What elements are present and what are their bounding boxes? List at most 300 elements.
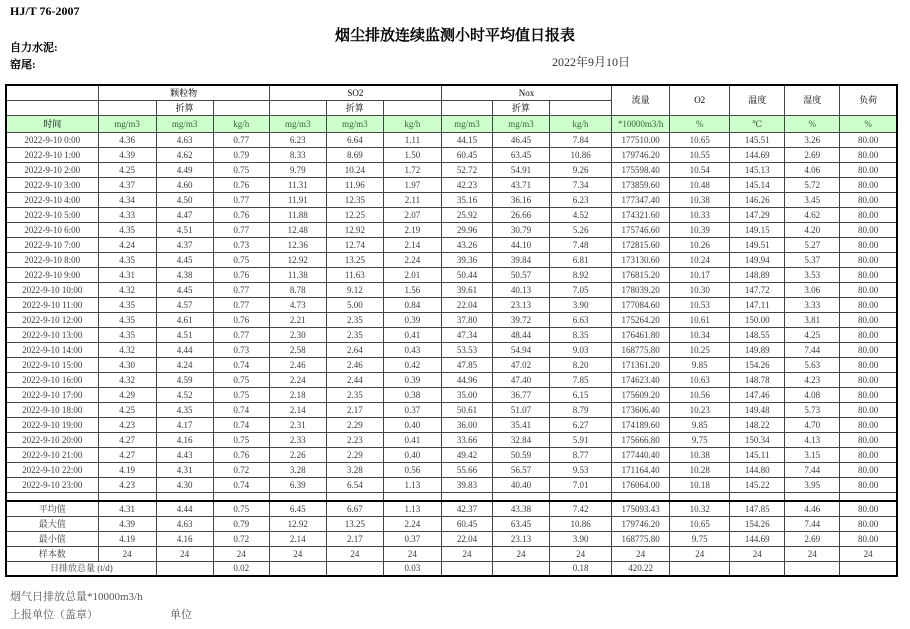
value-cell: 8.33 [269,148,326,163]
value-cell: 1.50 [383,148,441,163]
value-cell [213,493,269,502]
value-cell: 40.13 [492,283,549,298]
unit-cell: *10000m3/h [612,116,670,133]
value-cell: 149.51 [730,238,785,253]
value-cell: 5.00 [326,298,383,313]
value-cell: 10.34 [670,328,730,343]
time-cell: 2022-9-10 22:00 [6,463,98,478]
value-cell: 22.04 [441,298,492,313]
value-cell: 25.92 [441,208,492,223]
value-cell [156,562,213,577]
time-cell: 2022-9-10 16:00 [6,373,98,388]
value-cell [730,562,785,577]
value-cell: 36.16 [492,193,549,208]
hour-row [6,373,897,388]
time-cell: 2022-9-10 11:00 [6,298,98,313]
value-cell: 2.07 [383,208,441,223]
value-cell: 13.25 [326,517,383,532]
value-cell: 0.72 [213,463,269,478]
value-cell: 23.13 [492,298,549,313]
value-cell: 149.15 [730,223,785,238]
hour-row [6,223,897,238]
value-cell: 9.85 [670,358,730,373]
value-cell: 4.19 [98,532,156,547]
blank-cell [383,101,441,116]
value-cell: 52.72 [441,163,492,178]
hour-row [6,448,897,463]
value-cell: 4.30 [98,358,156,373]
value-cell: 9.03 [550,343,612,358]
value-cell: 44.15 [441,133,492,148]
value-cell: 6.63 [550,313,612,328]
value-cell: 80.00 [840,358,897,373]
value-cell: 4.35 [98,328,156,343]
value-cell: 3.28 [269,463,326,478]
hour-row [6,253,897,268]
value-cell: 4.35 [98,223,156,238]
value-cell: 80.00 [840,388,897,403]
value-cell: 3.90 [550,298,612,313]
value-cell: 4.59 [156,373,213,388]
time-cell: 2022-9-10 23:00 [6,478,98,493]
o2-header: O2 [670,85,730,116]
value-cell: 12.92 [326,223,383,238]
hour-row [6,298,897,313]
value-cell: 4.44 [156,501,213,517]
value-cell: 24 [612,547,670,562]
value-cell: 2.23 [326,433,383,448]
value-cell: 6.64 [326,133,383,148]
value-cell: 10.65 [670,517,730,532]
value-cell: 148.22 [730,418,785,433]
value-cell: 179746.20 [612,148,670,163]
value-cell: 7.44 [785,343,840,358]
time-cell: 2022-9-10 12:00 [6,313,98,328]
unit-cell: kg/h [550,116,612,133]
converted-header-nox: 折算 [492,101,549,116]
value-cell: 4.35 [98,253,156,268]
value-cell: 145.22 [730,478,785,493]
value-cell: 4.37 [98,178,156,193]
value-cell [840,493,897,502]
value-cell: 4.25 [98,403,156,418]
value-cell: 3.28 [326,463,383,478]
value-cell: 80.00 [840,433,897,448]
value-cell: 148.78 [730,373,785,388]
value-cell: 48.44 [492,328,549,343]
value-cell: 80.00 [840,133,897,148]
value-cell: 46.45 [492,133,549,148]
unit-cell: mg/m3 [492,116,549,133]
value-cell: 56.57 [492,463,549,478]
value-cell: 145.14 [730,178,785,193]
value-cell: 174321.60 [612,208,670,223]
value-cell: 29.96 [441,223,492,238]
value-cell: 2.64 [326,343,383,358]
value-cell: 171361.20 [612,358,670,373]
value-cell: 174623.40 [612,373,670,388]
reporting-unit-label: 上报单位（盖章） [10,609,98,621]
hour-row [6,268,897,283]
value-cell: 8.69 [326,148,383,163]
value-cell: 0.75 [213,253,269,268]
unit-cell: % [785,116,840,133]
value-cell: 2.11 [383,193,441,208]
value-cell: 49.42 [441,448,492,463]
temperature-header: 温度 [730,85,785,116]
value-cell: 4.23 [98,418,156,433]
value-cell: 2.24 [383,517,441,532]
value-cell: 24 [156,547,213,562]
value-cell: 80.00 [840,253,897,268]
summary-label-cell: 最小值 [6,532,98,547]
value-cell [98,493,156,502]
value-cell: 6.54 [326,478,383,493]
value-cell: 7.34 [550,178,612,193]
value-cell: 2.19 [383,223,441,238]
value-cell: 5.73 [785,403,840,418]
hour-row [6,178,897,193]
value-cell: 2.69 [785,148,840,163]
value-cell: 4.36 [98,133,156,148]
value-cell [156,493,213,502]
value-cell: 168775.80 [612,532,670,547]
value-cell: 7.85 [550,373,612,388]
value-cell: 6.67 [326,501,383,517]
value-cell: 4.49 [156,163,213,178]
value-cell: 10.24 [670,253,730,268]
value-cell: 44.10 [492,238,549,253]
value-cell: 50.59 [492,448,549,463]
value-cell: 4.08 [785,388,840,403]
time-header: 时间 [6,116,98,133]
value-cell: 6.81 [550,253,612,268]
value-cell: 0.77 [213,223,269,238]
value-cell [670,493,730,502]
value-cell: 0.40 [383,448,441,463]
group-header-so2: SO2 [269,85,441,101]
value-cell: 24 [441,547,492,562]
value-cell: 11.88 [269,208,326,223]
value-cell: 5.37 [785,253,840,268]
value-cell: 4.31 [98,268,156,283]
time-cell: 2022-9-10 13:00 [6,328,98,343]
value-cell: 10.86 [550,148,612,163]
converted-header-so2: 折算 [326,101,383,116]
value-cell: 174189.60 [612,418,670,433]
value-cell: 146.26 [730,193,785,208]
hour-row [6,133,897,148]
value-cell: 80.00 [840,223,897,238]
value-cell [670,562,730,577]
header-row-groups [6,85,897,101]
value-cell: 11.91 [269,193,326,208]
value-cell: 26.66 [492,208,549,223]
value-cell: 147.46 [730,388,785,403]
value-cell: 2.35 [326,313,383,328]
value-cell: 5.91 [550,433,612,448]
value-cell: 4.37 [156,238,213,253]
value-cell: 10.38 [670,448,730,463]
hour-row [6,328,897,343]
value-cell: 10.28 [670,463,730,478]
value-cell: 4.13 [785,433,840,448]
value-cell: 2.35 [326,328,383,343]
hour-row [6,403,897,418]
value-cell: 173606.40 [612,403,670,418]
value-cell: 9.75 [670,433,730,448]
value-cell: 8.20 [550,358,612,373]
value-cell: 4.70 [785,418,840,433]
value-cell: 176461.80 [612,328,670,343]
value-cell: 4.30 [156,478,213,493]
hour-row [6,208,897,223]
value-cell: 4.43 [156,448,213,463]
value-cell: 0.77 [213,133,269,148]
value-cell: 175666.80 [612,433,670,448]
value-cell: 2.58 [269,343,326,358]
value-cell: 11.31 [269,178,326,193]
value-cell: 0.72 [213,532,269,547]
value-cell [730,493,785,502]
unit-cell: % [840,116,897,133]
unit-cell: kg/h [213,116,269,133]
value-cell: 4.62 [785,208,840,223]
value-cell: 11.63 [326,268,383,283]
time-cell: 2022-9-10 17:00 [6,388,98,403]
value-cell: 2.44 [326,373,383,388]
value-cell: 24 [269,547,326,562]
value-cell: 150.34 [730,433,785,448]
value-cell: 6.23 [550,193,612,208]
value-cell: 175093.43 [612,501,670,517]
value-cell: 9.53 [550,463,612,478]
value-cell [326,493,383,502]
value-cell: 7.44 [785,517,840,532]
value-cell: 3.53 [785,268,840,283]
value-cell: 145.11 [730,448,785,463]
value-cell: 51.07 [492,403,549,418]
value-cell: 35.41 [492,418,549,433]
value-cell: 80.00 [840,298,897,313]
value-cell: 42.23 [441,178,492,193]
value-cell: 0.76 [213,268,269,283]
value-cell: 0.41 [383,433,441,448]
value-cell: 9.75 [670,532,730,547]
group-header-pm: 颗粒物 [98,85,269,101]
value-cell [840,562,897,577]
value-cell: 176815.20 [612,268,670,283]
value-cell: 2.14 [269,403,326,418]
value-cell: 0.75 [213,388,269,403]
value-cell: 5.63 [785,358,840,373]
value-cell [441,562,492,577]
value-cell: 7.48 [550,238,612,253]
value-cell: 171164.40 [612,463,670,478]
value-cell: 36.77 [492,388,549,403]
value-cell: 145.51 [730,133,785,148]
value-cell: 0.79 [213,148,269,163]
value-cell: 50.44 [441,268,492,283]
value-cell: 80.00 [840,418,897,433]
value-cell: 4.35 [98,298,156,313]
value-cell: 175264.20 [612,313,670,328]
value-cell: 0.73 [213,238,269,253]
value-cell: 4.52 [156,388,213,403]
value-cell: 10.61 [670,313,730,328]
value-cell: 0.76 [213,208,269,223]
value-cell: 2.18 [269,388,326,403]
value-cell: 47.85 [441,358,492,373]
value-cell: 168775.80 [612,343,670,358]
value-cell: 0.43 [383,343,441,358]
value-cell: 4.47 [156,208,213,223]
value-cell: 149.94 [730,253,785,268]
value-cell: 0.77 [213,193,269,208]
value-cell: 2.69 [785,532,840,547]
value-cell [785,493,840,502]
hour-row [6,148,897,163]
unit-cell: mg/m3 [98,116,156,133]
time-cell: 2022-9-10 4:00 [6,193,98,208]
value-cell: 3.33 [785,298,840,313]
unit-cell: mg/m3 [156,116,213,133]
value-cell: 13.25 [326,253,383,268]
value-cell: 80.00 [840,283,897,298]
value-cell: 154.26 [730,517,785,532]
value-cell: 10.32 [670,501,730,517]
pm-daily-total: 0.02 [213,562,269,577]
hour-row [6,418,897,433]
value-cell: 0.77 [213,328,269,343]
value-cell: 9.26 [550,163,612,178]
value-cell: 4.35 [98,313,156,328]
value-cell [492,562,549,577]
time-cell: 2022-9-10 2:00 [6,163,98,178]
value-cell: 4.24 [98,238,156,253]
humidity-header: 湿度 [785,85,840,116]
value-cell: 147.85 [730,501,785,517]
value-cell: 0.42 [383,358,441,373]
blank-cell [98,101,156,116]
value-cell: 12.92 [269,517,326,532]
value-cell: 10.63 [670,373,730,388]
value-cell: 10.38 [670,193,730,208]
value-cell: 4.60 [156,178,213,193]
value-cell: 80.00 [840,463,897,478]
value-cell: 8.79 [550,403,612,418]
value-cell: 4.38 [156,268,213,283]
value-cell: 4.27 [98,433,156,448]
value-cell [269,562,326,577]
value-cell: 0.37 [383,532,441,547]
value-cell: 4.19 [98,463,156,478]
value-cell: 80.00 [840,163,897,178]
value-cell: 2.14 [269,532,326,547]
value-cell [492,493,549,502]
value-cell: 1.72 [383,163,441,178]
value-cell: 44.96 [441,373,492,388]
time-cell: 2022-9-10 10:00 [6,283,98,298]
value-cell: 144.69 [730,532,785,547]
value-cell: 47.40 [492,373,549,388]
so2-daily-total: 0.03 [383,562,441,577]
value-cell: 8.35 [550,328,612,343]
report-date: 2022年9月10日 [552,55,631,69]
company-label: 自力水泥: [10,42,58,54]
value-cell: 4.31 [98,501,156,517]
value-cell: 4.61 [156,313,213,328]
value-cell: 179746.20 [612,517,670,532]
value-cell: 80.00 [840,328,897,343]
value-cell: 35.00 [441,388,492,403]
value-cell: 144.69 [730,148,785,163]
hourly-data-body [6,133,897,562]
value-cell [326,562,383,577]
value-cell: 0.74 [213,358,269,373]
value-cell: 47.34 [441,328,492,343]
value-cell: 40.40 [492,478,549,493]
time-cell: 2022-9-10 15:00 [6,358,98,373]
value-cell: 2.24 [383,253,441,268]
value-cell: 145.13 [730,163,785,178]
value-cell: 42.37 [441,501,492,517]
value-cell: 0.77 [213,298,269,313]
value-cell: 0.40 [383,418,441,433]
value-cell: 0.39 [383,313,441,328]
hour-row [6,283,897,298]
value-cell: 0.39 [383,373,441,388]
value-cell: 3.81 [785,313,840,328]
value-cell: 149.89 [730,343,785,358]
value-cell: 4.24 [156,358,213,373]
value-cell: 9.79 [269,163,326,178]
value-cell: 10.48 [670,178,730,193]
unit-cell: ℃ [730,116,785,133]
value-cell: 0.84 [383,298,441,313]
time-cell: 2022-9-10 5:00 [6,208,98,223]
value-cell: 80.00 [840,313,897,328]
summary-label-cell: 平均值 [6,501,98,517]
summary-label-cell: 样本数 [6,547,98,562]
value-cell: 10.39 [670,223,730,238]
value-cell: 4.27 [98,448,156,463]
value-cell: 24 [840,547,897,562]
value-cell: 4.63 [156,133,213,148]
hour-row [6,433,897,448]
value-cell [612,493,670,502]
value-cell: 43.71 [492,178,549,193]
value-cell: 177084.60 [612,298,670,313]
standard-number: HJ/T 76-2007 [10,4,80,18]
value-cell: 4.16 [156,433,213,448]
value-cell: 80.00 [840,178,897,193]
value-cell: 144.80 [730,463,785,478]
value-cell: 2.31 [269,418,326,433]
value-cell: 12.74 [326,238,383,253]
value-cell: 4.25 [785,328,840,343]
value-cell: 35.16 [441,193,492,208]
value-cell: 10.86 [550,517,612,532]
unit-label: 单位 [170,609,192,621]
value-cell: 37.80 [441,313,492,328]
value-cell: 7.42 [550,501,612,517]
blank-cell [550,101,612,116]
value-cell: 80.00 [840,403,897,418]
value-cell: 80.00 [840,193,897,208]
value-cell: 7.01 [550,478,612,493]
value-cell: 0.77 [213,283,269,298]
